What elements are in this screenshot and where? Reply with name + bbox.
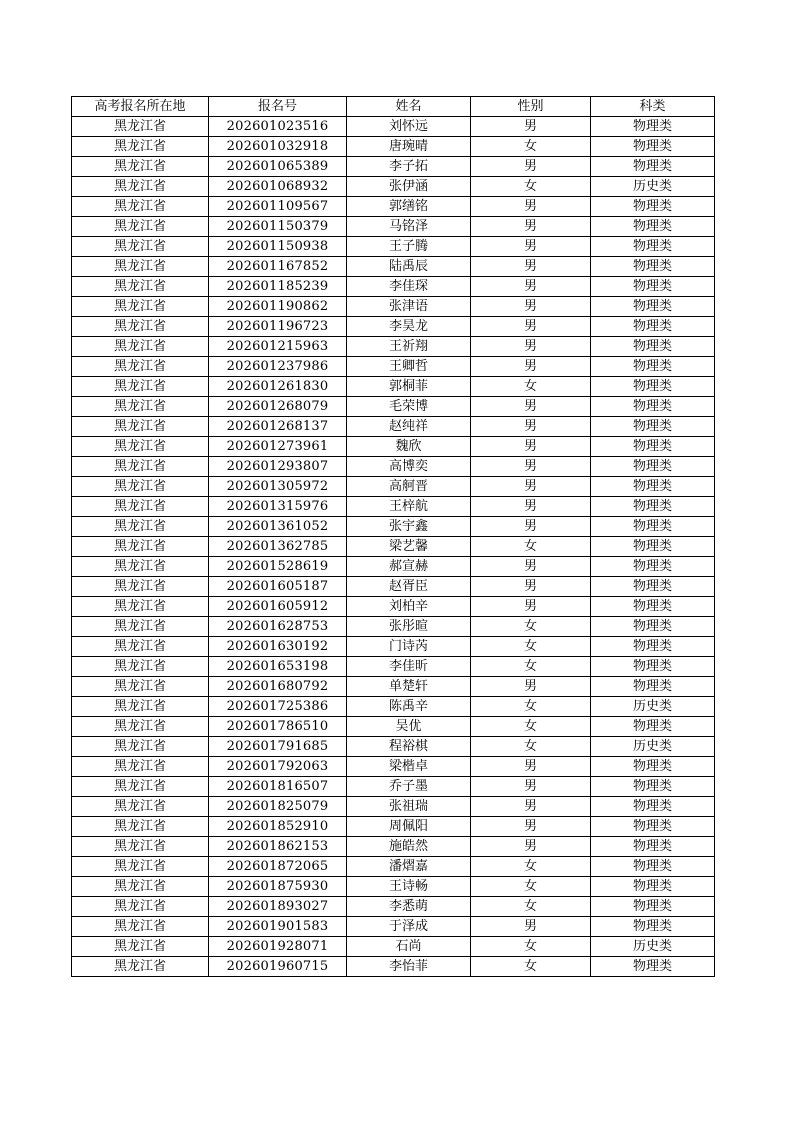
cell-gender: 男 (471, 337, 591, 357)
cell-name: 毛荣博 (347, 397, 471, 417)
cell-name: 施皓然 (347, 837, 471, 857)
cell-name: 于泽成 (347, 917, 471, 937)
cell-name: 魏欣 (347, 437, 471, 457)
cell-name: 周佩阳 (347, 817, 471, 837)
table-row (72, 297, 715, 317)
cell-name: 潘熠嘉 (347, 857, 471, 877)
cell-name: 门诗芮 (347, 637, 471, 657)
cell-subject-category: 物理类 (591, 317, 715, 337)
cell-subject-category: 物理类 (591, 277, 715, 297)
cell-name: 张宇鑫 (347, 517, 471, 537)
cell-subject-category: 物理类 (591, 417, 715, 437)
cell-location: 黑龙江省 (72, 137, 209, 157)
cell-location: 黑龙江省 (72, 277, 209, 297)
cell-name: 吴优 (347, 717, 471, 737)
table-row (72, 217, 715, 237)
cell-registration-number: 202601237986 (209, 357, 347, 377)
cell-location: 黑龙江省 (72, 657, 209, 677)
cell-location: 黑龙江省 (72, 917, 209, 937)
cell-subject-category: 历史类 (591, 737, 715, 757)
cell-subject-category: 物理类 (591, 797, 715, 817)
header-location: 高考报名所在地 (72, 97, 209, 117)
cell-subject-category: 物理类 (591, 877, 715, 897)
cell-subject-category: 物理类 (591, 237, 715, 257)
cell-location: 黑龙江省 (72, 477, 209, 497)
cell-gender: 女 (471, 857, 591, 877)
table-row (72, 917, 715, 937)
table-row (72, 457, 715, 477)
cell-gender: 男 (471, 217, 591, 237)
table-row (72, 577, 715, 597)
cell-gender: 男 (471, 677, 591, 697)
cell-location: 黑龙江省 (72, 217, 209, 237)
cell-subject-category: 物理类 (591, 357, 715, 377)
cell-gender: 女 (471, 937, 591, 957)
cell-name: 李子拓 (347, 157, 471, 177)
cell-location: 黑龙江省 (72, 397, 209, 417)
table-row (72, 417, 715, 437)
table-body (72, 117, 715, 977)
table-row (72, 537, 715, 557)
header-row (72, 97, 715, 117)
cell-gender: 男 (471, 557, 591, 577)
table-row (72, 317, 715, 337)
cell-subject-category: 物理类 (591, 577, 715, 597)
cell-gender: 女 (471, 657, 591, 677)
table-row (72, 697, 715, 717)
cell-subject-category: 物理类 (591, 757, 715, 777)
cell-subject-category: 物理类 (591, 557, 715, 577)
table-row (72, 557, 715, 577)
cell-location: 黑龙江省 (72, 497, 209, 517)
cell-location: 黑龙江省 (72, 237, 209, 257)
cell-name: 王子腾 (347, 237, 471, 257)
cell-gender: 男 (471, 757, 591, 777)
cell-subject-category: 物理类 (591, 957, 715, 977)
cell-subject-category: 物理类 (591, 497, 715, 517)
cell-gender: 男 (471, 317, 591, 337)
cell-registration-number: 202601786510 (209, 717, 347, 737)
cell-subject-category: 物理类 (591, 917, 715, 937)
cell-registration-number: 202601605912 (209, 597, 347, 617)
cell-gender: 男 (471, 837, 591, 857)
cell-location: 黑龙江省 (72, 117, 209, 137)
cell-registration-number: 202601068932 (209, 177, 347, 197)
cell-name: 郭缮铭 (347, 197, 471, 217)
cell-name: 李悉萌 (347, 897, 471, 917)
table-row (72, 477, 715, 497)
cell-name: 王诗畅 (347, 877, 471, 897)
cell-location: 黑龙江省 (72, 457, 209, 477)
cell-name: 李昊龙 (347, 317, 471, 337)
table-row (72, 117, 715, 137)
cell-gender: 男 (471, 257, 591, 277)
cell-name: 梁楷卓 (347, 757, 471, 777)
table-row (72, 157, 715, 177)
cell-gender: 男 (471, 917, 591, 937)
cell-location: 黑龙江省 (72, 177, 209, 197)
cell-name: 陆禹辰 (347, 257, 471, 277)
cell-registration-number: 202601653198 (209, 657, 347, 677)
cell-gender: 女 (471, 897, 591, 917)
cell-subject-category: 物理类 (591, 717, 715, 737)
cell-registration-number: 202601150938 (209, 237, 347, 257)
table-row (72, 777, 715, 797)
cell-location: 黑龙江省 (72, 697, 209, 717)
cell-name: 王卿哲 (347, 357, 471, 377)
cell-registration-number: 202601725386 (209, 697, 347, 717)
cell-name: 王梓航 (347, 497, 471, 517)
cell-location: 黑龙江省 (72, 297, 209, 317)
cell-location: 黑龙江省 (72, 897, 209, 917)
table-row (72, 257, 715, 277)
cell-subject-category: 物理类 (591, 197, 715, 217)
table-row (72, 617, 715, 637)
table-row (72, 197, 715, 217)
cell-location: 黑龙江省 (72, 517, 209, 537)
cell-name: 张伊涵 (347, 177, 471, 197)
cell-subject-category: 历史类 (591, 937, 715, 957)
table-row (72, 877, 715, 897)
cell-subject-category: 物理类 (591, 437, 715, 457)
header-name: 姓名 (347, 97, 471, 117)
cell-gender: 男 (471, 357, 591, 377)
table-row (72, 857, 715, 877)
cell-gender: 男 (471, 417, 591, 437)
cell-registration-number: 202601268137 (209, 417, 347, 437)
cell-subject-category: 物理类 (591, 857, 715, 877)
cell-gender: 男 (471, 277, 591, 297)
cell-location: 黑龙江省 (72, 317, 209, 337)
cell-registration-number: 202601791685 (209, 737, 347, 757)
cell-registration-number: 202601268079 (209, 397, 347, 417)
cell-registration-number: 202601293807 (209, 457, 347, 477)
cell-registration-number: 202601065389 (209, 157, 347, 177)
cell-registration-number: 202601875930 (209, 877, 347, 897)
cell-name: 王祈翔 (347, 337, 471, 357)
cell-registration-number: 202601630192 (209, 637, 347, 657)
cell-location: 黑龙江省 (72, 357, 209, 377)
cell-location: 黑龙江省 (72, 557, 209, 577)
cell-registration-number: 202601361052 (209, 517, 347, 537)
cell-registration-number: 202601315976 (209, 497, 347, 517)
cell-location: 黑龙江省 (72, 737, 209, 757)
cell-gender: 男 (471, 477, 591, 497)
cell-name: 刘怀远 (347, 117, 471, 137)
cell-gender: 男 (471, 597, 591, 617)
cell-subject-category: 物理类 (591, 117, 715, 137)
cell-gender: 女 (471, 137, 591, 157)
cell-location: 黑龙江省 (72, 637, 209, 657)
table-row (72, 657, 715, 677)
cell-registration-number: 202601862153 (209, 837, 347, 857)
cell-gender: 男 (471, 157, 591, 177)
table-row (72, 277, 715, 297)
cell-registration-number: 202601960715 (209, 957, 347, 977)
cell-name: 张津语 (347, 297, 471, 317)
cell-registration-number: 202601273961 (209, 437, 347, 457)
cell-location: 黑龙江省 (72, 257, 209, 277)
cell-name: 赵纯祥 (347, 417, 471, 437)
cell-subject-category: 物理类 (591, 637, 715, 657)
cell-location: 黑龙江省 (72, 197, 209, 217)
cell-gender: 男 (471, 577, 591, 597)
table-row (72, 737, 715, 757)
cell-name: 梁艺馨 (347, 537, 471, 557)
cell-location: 黑龙江省 (72, 537, 209, 557)
cell-location: 黑龙江省 (72, 597, 209, 617)
cell-subject-category: 物理类 (591, 657, 715, 677)
cell-location: 黑龙江省 (72, 717, 209, 737)
cell-gender: 男 (471, 797, 591, 817)
cell-subject-category: 物理类 (591, 817, 715, 837)
cell-registration-number: 202601196723 (209, 317, 347, 337)
cell-registration-number: 202601928071 (209, 937, 347, 957)
cell-location: 黑龙江省 (72, 417, 209, 437)
cell-gender: 男 (471, 817, 591, 837)
cell-subject-category: 历史类 (591, 697, 715, 717)
cell-name: 郝宣赫 (347, 557, 471, 577)
cell-registration-number: 202601023516 (209, 117, 347, 137)
cell-registration-number: 202601816507 (209, 777, 347, 797)
cell-subject-category: 物理类 (591, 517, 715, 537)
cell-location: 黑龙江省 (72, 837, 209, 857)
cell-gender: 男 (471, 497, 591, 517)
table-row (72, 937, 715, 957)
cell-gender: 男 (471, 117, 591, 137)
cell-gender: 女 (471, 877, 591, 897)
header-registration-number: 报名号 (209, 97, 347, 117)
cell-gender: 男 (471, 237, 591, 257)
admission-list-table (71, 96, 715, 977)
cell-name: 赵胥臣 (347, 577, 471, 597)
table-header (72, 97, 715, 117)
cell-subject-category: 物理类 (591, 617, 715, 637)
cell-subject-category: 物理类 (591, 457, 715, 477)
cell-location: 黑龙江省 (72, 617, 209, 637)
table-row (72, 497, 715, 517)
table-row (72, 357, 715, 377)
cell-gender: 男 (471, 517, 591, 537)
cell-subject-category: 物理类 (591, 137, 715, 157)
cell-gender: 女 (471, 957, 591, 977)
cell-registration-number: 202601628753 (209, 617, 347, 637)
cell-gender: 男 (471, 397, 591, 417)
cell-gender: 男 (471, 437, 591, 457)
cell-subject-category: 物理类 (591, 337, 715, 357)
table-row (72, 597, 715, 617)
cell-registration-number: 202601792063 (209, 757, 347, 777)
cell-registration-number: 202601032918 (209, 137, 347, 157)
table-row (72, 677, 715, 697)
cell-registration-number: 202601167852 (209, 257, 347, 277)
table-row (72, 897, 715, 917)
table-row (72, 957, 715, 977)
cell-name: 陈禹辛 (347, 697, 471, 717)
cell-registration-number: 202601261830 (209, 377, 347, 397)
table-row (72, 237, 715, 257)
cell-name: 张彤暄 (347, 617, 471, 637)
cell-location: 黑龙江省 (72, 337, 209, 357)
cell-name: 乔子墨 (347, 777, 471, 797)
table-row (72, 717, 715, 737)
cell-location: 黑龙江省 (72, 857, 209, 877)
cell-gender: 女 (471, 637, 591, 657)
cell-gender: 男 (471, 297, 591, 317)
cell-registration-number: 202601605187 (209, 577, 347, 597)
cell-location: 黑龙江省 (72, 817, 209, 837)
cell-gender: 女 (471, 377, 591, 397)
cell-subject-category: 物理类 (591, 597, 715, 617)
cell-registration-number: 202601852910 (209, 817, 347, 837)
cell-name: 马铭泽 (347, 217, 471, 237)
table-row (72, 437, 715, 457)
cell-registration-number: 202601680792 (209, 677, 347, 697)
cell-subject-category: 历史类 (591, 177, 715, 197)
cell-subject-category: 物理类 (591, 377, 715, 397)
cell-registration-number: 202601305972 (209, 477, 347, 497)
cell-name: 刘柏辛 (347, 597, 471, 617)
cell-location: 黑龙江省 (72, 377, 209, 397)
table-row (72, 757, 715, 777)
table-row (72, 797, 715, 817)
cell-subject-category: 物理类 (591, 477, 715, 497)
cell-location: 黑龙江省 (72, 797, 209, 817)
cell-name: 石尚 (347, 937, 471, 957)
cell-name: 程裕棋 (347, 737, 471, 757)
cell-name: 李佳昕 (347, 657, 471, 677)
cell-gender: 女 (471, 737, 591, 757)
table-row (72, 817, 715, 837)
cell-subject-category: 物理类 (591, 837, 715, 857)
cell-name: 李佳琛 (347, 277, 471, 297)
cell-registration-number: 202601528619 (209, 557, 347, 577)
cell-subject-category: 物理类 (591, 297, 715, 317)
cell-registration-number: 202601825079 (209, 797, 347, 817)
table-row (72, 517, 715, 537)
cell-registration-number: 202601109567 (209, 197, 347, 217)
cell-subject-category: 物理类 (591, 157, 715, 177)
cell-location: 黑龙江省 (72, 577, 209, 597)
cell-gender: 女 (471, 717, 591, 737)
cell-name: 高博奕 (347, 457, 471, 477)
table-row (72, 177, 715, 197)
cell-registration-number: 202601901583 (209, 917, 347, 937)
cell-location: 黑龙江省 (72, 957, 209, 977)
cell-name: 张祖瑞 (347, 797, 471, 817)
table-row (72, 637, 715, 657)
table-row (72, 337, 715, 357)
cell-location: 黑龙江省 (72, 437, 209, 457)
cell-subject-category: 物理类 (591, 257, 715, 277)
cell-name: 单楚轩 (347, 677, 471, 697)
cell-registration-number: 202601150379 (209, 217, 347, 237)
cell-name: 唐琬晴 (347, 137, 471, 157)
table-row (72, 397, 715, 417)
cell-subject-category: 物理类 (591, 537, 715, 557)
cell-location: 黑龙江省 (72, 877, 209, 897)
cell-registration-number: 202601185239 (209, 277, 347, 297)
cell-subject-category: 物理类 (591, 777, 715, 797)
cell-location: 黑龙江省 (72, 937, 209, 957)
table-row (72, 137, 715, 157)
table-row (72, 837, 715, 857)
cell-registration-number: 202601362785 (209, 537, 347, 557)
cell-subject-category: 物理类 (591, 217, 715, 237)
cell-gender: 男 (471, 777, 591, 797)
cell-subject-category: 物理类 (591, 397, 715, 417)
cell-registration-number: 202601872065 (209, 857, 347, 877)
header-gender: 性别 (471, 97, 591, 117)
cell-location: 黑龙江省 (72, 757, 209, 777)
cell-subject-category: 物理类 (591, 677, 715, 697)
cell-location: 黑龙江省 (72, 677, 209, 697)
cell-name: 李怡菲 (347, 957, 471, 977)
cell-gender: 男 (471, 457, 591, 477)
cell-gender: 女 (471, 177, 591, 197)
cell-location: 黑龙江省 (72, 157, 209, 177)
cell-name: 高舸晋 (347, 477, 471, 497)
cell-gender: 女 (471, 617, 591, 637)
cell-location: 黑龙江省 (72, 777, 209, 797)
cell-gender: 男 (471, 197, 591, 217)
cell-name: 郭桐菲 (347, 377, 471, 397)
header-subject-category: 科类 (591, 97, 715, 117)
cell-registration-number: 202601215963 (209, 337, 347, 357)
cell-subject-category: 物理类 (591, 897, 715, 917)
cell-registration-number: 202601893027 (209, 897, 347, 917)
cell-gender: 女 (471, 697, 591, 717)
cell-registration-number: 202601190862 (209, 297, 347, 317)
cell-gender: 女 (471, 537, 591, 557)
table-row (72, 377, 715, 397)
